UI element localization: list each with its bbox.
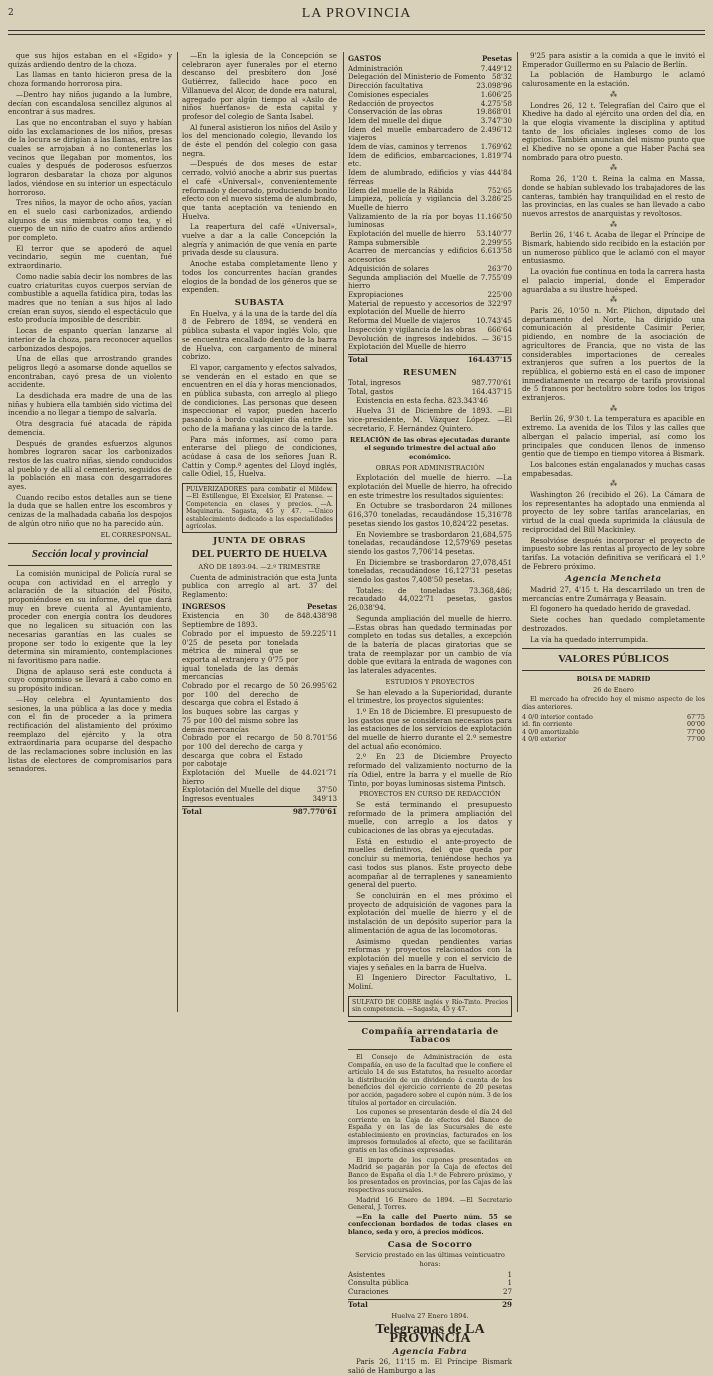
agencia-mencheta-title: Agencia Mencheta [565, 574, 662, 585]
telegram-paragraph: París 26, 10'50 n. Mr. Plichon, diputado del departamento del Norte, ha dirigido una comunicación al presidente Casimir Perier, pidiendo, en nombre de la asociación de agricultores de Francia, que no vista de las considerables importaciones de cereales extranjeros que sufren a los puertos de la república, el gobierno está en el caso de imponer inmediatamente un recargo de tarifa provisional de 5 francos por hectolitro sobre todos los trigos extranjeros. [522, 305, 705, 403]
bolsa-title: BOLSA DE MADRID [576, 675, 651, 683]
telegram-paragraph: Siete coches han quedado completamente destrozados. [522, 615, 705, 633]
row-value: 8.701'56 [305, 733, 337, 743]
row-label: Cobrado por el recargo de 50 por 100 del derecho de descarga que cobra el Estado á los buques sobre las cargas y 75 por 100 del mismo sobre las demás mercancías [182, 681, 299, 734]
ingresos-label: INGRESOS [182, 601, 226, 611]
bolsa-intro: El mercado ha ofrecido hoy el mismo aspecto de los días anteriores. [522, 695, 705, 711]
row-value: 7.449'12 [480, 63, 512, 73]
article-paragraph: 1.º En 18 de Diciembre. El presupuesto de los gastos que se consideran necesarios para las estaciones de los servicios de explotación del muelle de hierro durante el 2.º semestre del actual año económico. [348, 706, 512, 751]
separator-stars: ⁂ [610, 90, 617, 99]
row-value: 752'65 [487, 185, 512, 195]
row-value: 77'00 [686, 735, 705, 744]
telegram-paragraph: Los balcones están engalanados y muchas casas empabesadas. [522, 459, 705, 478]
row-label: Idem del muelle del dique [348, 115, 442, 125]
ingresos-row [182, 612, 337, 629]
page-number: 2 [8, 8, 14, 18]
ingresos-row [182, 630, 337, 682]
article-paragraph: Después de grandes esfuerzos algunos hombres lograron sacar los carbonizados restos de las cuatro niñas, siendo conducidos al pueblo y de allí al cementerio, seguidos de la población en masa con desgarradores ayes. [8, 438, 172, 492]
masthead-title: LA PROVINCIA [301, 6, 412, 21]
gastos-row [348, 335, 512, 352]
resumen-title: RESUMEN [402, 367, 458, 378]
row-label: Material de repuesto y accesorios de explotación del Muelle de hierro [348, 298, 485, 317]
row-value: 1.819'74 [480, 150, 512, 160]
row-label: Explotación del Muelle de hierro [182, 768, 299, 786]
telegram-paragraph: La ovación fue continua en toda la carrera hasta el palacio imperial, donde el Emperador aguardaba a su ilustre huésped. [522, 267, 705, 294]
telegram-paragraph: Berlín 26, 1'46 t. Acaba de llegar el Príncipe de Bismark, habiendo sido recibido en la estación por un numeroso público que le aclamó con el mayor entusiasmo. [522, 230, 705, 266]
total-label: Total [182, 806, 202, 816]
row-label: Delegación del Ministerio de Fomento [348, 72, 486, 82]
total-value: 29 [502, 1299, 512, 1309]
row-label: Total, ingresos [348, 378, 401, 388]
row-label: Cobrado por el recargo de 50 por 100 del derecho de carga y descarga que cobra el Estado por cabotaje [182, 733, 303, 769]
socorro-subtitle: Servicio prestado en las últimas veinticuatro horas: [355, 1251, 505, 1268]
row-label: Limpieza, policía y vigilancia del Muelle de hierro [348, 194, 478, 212]
gastos-row [348, 213, 512, 230]
article-paragraph: La población de Hamburgo le aclamó calurosamente en la estación. [522, 70, 705, 89]
row-value: 1 [507, 1269, 512, 1279]
row-value: 67'75 [686, 712, 705, 721]
row-value: 225'00 [487, 289, 512, 299]
article-paragraph: Las que no encontraban el suyo y habían oído las exclamaciones de los niños, presas de la locura se dirigían a las llamas, entre las cuales se arrojaban á no contenerlas los vecinos que llegaban por momentos, los cuales y después de poderosos esfuerzos lograron desbaratar la choza por algunos lados, viéndose en su interior un espectáculo horroroso. [8, 117, 172, 197]
row-value: 349'13 [312, 794, 337, 804]
bolsa-date: 26 de Enero [593, 685, 634, 694]
row-value: 00'00 [686, 720, 705, 729]
article-paragraph: Locas de espanto querían lanzarse al interior de la choza, para reconocer aquellos carbonizados despojos. [8, 326, 172, 353]
article-paragraph: Tres niños, la mayor de ocho años, yacían en el suelo casi carbonizados, ardiendo algunos de sus miembros como tea, y el cuerpo de un niño de cuatro años ardiendo por completo. [8, 198, 172, 243]
telegram-paragraph: Roma 26, 1'20 t. Reina la calma en Massa, donde se habían sublevado los trabajadores de las canteras, también hay tranquilidad en el resto de las provincias, en las cuales se han llevado a cabo nuevos arrestos de anarquistas y revoltosos. [522, 174, 705, 218]
article-paragraph: Otra desgracia fué atacada de rápida demencia. [8, 419, 172, 437]
telegram-paragraph: Madrid 27, 4'15 t. Ha descarrilado un tren de mercancías entre Zumárraga y Beasain. [522, 585, 705, 603]
article-paragraph: Se está terminando el presupuesto reformado de la primera ampliación del muelle, con arreglo a los datos y cubicaciones de las obras ya ejecutadas. [348, 799, 512, 836]
article-paragraph: Asimismo quedan pendientes varias reformas y proyectos relacionados con la explotación del muelle y con el servicio de viajes y señales en la barra de Huelva. [348, 936, 512, 972]
obras-quarter: AÑO DE 1893-94. —2.º TRIMESTRE [198, 562, 321, 571]
article-paragraph: Se concluirán en el mes próximo el proyecto de adquisición de vagones para la explotación del muelle de hierro y el de instalación de un depósito superior para la alimentación de agua de las locomotoras. [348, 890, 512, 935]
socorro-total-row [348, 1299, 512, 1310]
curso-title: PROYECTOS EN CURSO DE REDACCIÓN [359, 790, 501, 799]
row-label: Comisiones especiales [348, 89, 429, 99]
row-label: Segunda ampliación del Muelle de hierro [348, 272, 478, 291]
row-value: 53.140'77 [476, 229, 512, 239]
socorro-title: Casa de Socorro [387, 1239, 473, 1250]
estudios-title: ESTUDIOS Y PROYECTOS [385, 677, 475, 686]
agencia-fabra-title: Agencia Fabra [392, 1346, 468, 1357]
article-paragraph: El Consejo de Administración de esta Compañía, en uso de la facultad que le confiere el artículo 14 de sus Estatutos, ha resuelto acordar la distribución de un dividendo á cuenta de los beneficios del ejercicio corriente de 20 pesetas por acción, pagadero sobre el cupón núm. 3 de los títulos al portador en circulación. [348, 1052, 512, 1107]
article-paragraph: La desdichada era madre de una de las niñas y hubiera ella también sido víctima del incendio a no llegar a tiempo de salvarla. [8, 391, 172, 418]
row-value: 23.098'96 [476, 81, 512, 91]
total-label: Total [348, 1299, 368, 1309]
row-value: 11.166'50 [476, 211, 512, 221]
article-paragraph: La comisión municipal de Policía rural se ocupa con actividad en el arreglo y aclaración de la situación del Pósito, proponiéndose en su informe, del que dará muy en breve cuenta al Ayuntamiento, proceder con energía contra los deudores que no legalicen su situación con las necesarias garantías en las cuales se propone ser todo lo exigente que la ley determina sin miramiento, contemplaciones ni favoritismo para nadie. [8, 568, 172, 665]
article-paragraph: Al funeral asistieron los niños del Asilo y los del mencionado colegio, llevando los de éste el pendón del colegio con gasa negra. [182, 122, 337, 158]
row-value: 26.995'62 [301, 681, 337, 691]
article-paragraph: Segunda ampliación del muelle de hierro. —Estas obras han quedado terminadas por completo en todas sus detalles, a excepción de la batería de placas giratorias que se trata de reemplazar por un cambio de vía doble que evitará la entrada de wagones con las laterales adyacentes. [348, 613, 512, 676]
row-value: 666'64 [487, 324, 512, 334]
socorro-fecha: Huelva 27 Enero 1894. [391, 1311, 469, 1320]
row-value: 987.770'61 [471, 378, 512, 388]
row-label: Dirección facultativa [348, 81, 423, 91]
article-paragraph: Cuando recibo estos detalles aun se tiene la duda que se hallen entre los escombros y cenizas de la malhadada cabaña los despojos de algún otro niño que no ha parecido aún. [8, 492, 172, 528]
row-label: id. fin corriente [522, 720, 573, 729]
correspondent-signature: EL CORRESPONSAL. [100, 530, 172, 539]
gastos-label: GASTOS [348, 54, 382, 63]
row-label: Administración [348, 63, 403, 73]
article-paragraph: Los cupones se presentarán desde el día 24 del corriente en la Caja de efectos del Banco de España y en las de las Sucursales de este establecimiento en provincias, facturados en los impresos formulados al efecto, que se facilitarán gratis en las oficinas expresadas. [348, 1108, 512, 1155]
separator-stars: ⁂ [610, 404, 617, 413]
telegram-paragraph: La vía ha quedado interrumpida. [530, 634, 648, 644]
row-label: 4 0/0 amortizable [522, 727, 579, 736]
ingresos-row [182, 682, 337, 734]
article-paragraph: Anoche estaba completamente lleno y todos los concurrentes hacían grandes elogios de la bondad de los géneros que se expenden. [182, 259, 337, 295]
telegram-paragraph: Londres 26, 12 t. Telegrafían del Cairo que el Khedive ha dado al ejército una orden del día, en la que elogia vivamente la disciplina y aptitud tanto de los oficiales ingleses como de los egipcios. También anuncian del mismo punto que el Khedive no se opone a que Haber Pachá sea nombrado para otro puesto. [522, 100, 705, 162]
row-value: 10.743'45 [476, 316, 512, 326]
row-value: 4.275'58 [480, 98, 512, 108]
column-divider-2 [343, 52, 344, 1012]
telegram-paragraph: París 26, 11'15 m. El Príncipe Bismark salió de Hamburgo a las [348, 1357, 512, 1376]
telegram-paragraph: Washington 26 (recibido el 26). La Cámara de los representantes ha adoptado una enmienda al proyecto de ley sobre tarifas arancelarias, en virtud de la cual queda suprimida la cláusula de reciprocidad del Bill Mackinley. [522, 490, 705, 534]
gastos-row [348, 247, 512, 264]
fecha-firmas: Huelva 31 de Diciembre de 1893. —El vice-presidente, M. Vázquez López. —El secretario, F. Hernández Quintero. [348, 406, 512, 433]
row-value: 3.286'25 [480, 194, 512, 204]
row-label: Curaciones [348, 1287, 389, 1297]
telegram-paragraph: Resolvióse después incorporar el proyecto de impuesto sobre las rentas al proyecto de ley sobre tarifas. La votación definitiva se verificará el 1.º de Febrero próximo. [522, 535, 705, 571]
ingresos-total-row [182, 806, 337, 817]
gastos-row [348, 195, 512, 212]
column-divider-3 [517, 52, 518, 1012]
row-label: Idem de vías, caminos y terrenos [348, 142, 467, 152]
row-value: 848.438'98 [296, 611, 337, 621]
separator-stars: ⁂ [610, 480, 617, 489]
row-value: 77'00 [686, 727, 705, 736]
socorro-row [348, 1288, 512, 1297]
row-label: Expropiaciones [348, 289, 404, 299]
gastos-list [348, 65, 512, 352]
advertisement-box: PULVERIZADORES para combatir el Mildew. —El Estillengue, El Excelsior, El Pratense. —Competencia en clases y precios. —A. Maquinaria. Sagasta, 45 y 47. —Único establecimiento dedicado a las especialidades agrícolas. [182, 483, 337, 533]
subasta-title: SUBASTA [234, 297, 285, 308]
row-label: Acarreo de mercancías y edificios accesorios [348, 246, 478, 265]
obras-title: JUNTA DE OBRAS [213, 536, 306, 547]
row-value: 19.868'01 [476, 107, 512, 117]
row-label: Ingresos eventuales [182, 794, 255, 804]
sulfato-advertisement: SULFATO DE COBRE inglés y Río-Tinto. Precios sin competencia. —Sagasta, 45 y 47. [348, 996, 512, 1017]
row-value: 2.299'55 [480, 237, 512, 247]
row-value: 1.606'25 [480, 89, 512, 99]
relacion-title: RELACIÓN de las obras ejecutadas durante el segundo trimestre del actual año económico. [349, 435, 511, 461]
gastos-header [348, 55, 512, 64]
row-label: Consulta pública [348, 1278, 409, 1288]
row-value: 1 [507, 1278, 512, 1288]
row-value: 37'50 [316, 785, 337, 795]
row-value: 58'32 [491, 72, 512, 82]
article-paragraph: Se han elevado a la Superioridad, durante el trimestre, los proyectos siguientes: [348, 687, 512, 706]
row-value: 44.021'71 [301, 768, 337, 778]
article-paragraph: En Diciembre se trasbordaron 27,078,451 toneladas, recaudándose 16,127'31 pesetas siendo los gastos 7,408'50 pesetas. [348, 557, 512, 585]
row-label: Inspección y vigilancia de las obras [348, 324, 476, 334]
row-label: Idem de alumbrado, edificios y vías férreas [348, 168, 485, 186]
row-label: Devolución de ingresos indebidos. —Explotación del Muelle de hierro [348, 333, 489, 352]
row-value: 27 [502, 1287, 512, 1297]
row-value: 263'70 [487, 263, 512, 273]
article-paragraph: La reapertura del café «Universal», vuelve a dar a la calle Concepción la alegría y animación de que venía en parte privada desde su clausura. [182, 222, 337, 258]
column-divider-1 [177, 52, 178, 1012]
article-paragraph: Totales: de toneladas 73.368,486; recaudado 44,022'71 pesetas, gastos 26,038'94. [348, 585, 512, 613]
separator-stars: ⁂ [610, 296, 617, 305]
obras-subtitle: DEL PUERTO DE HUELVA [191, 548, 328, 561]
row-value: 164.437'15 [471, 387, 512, 397]
obras-admin-title: OBRAS POR ADMINISTRACIÓN [375, 463, 485, 472]
total-label: Total [348, 354, 368, 364]
article-paragraph: que sus hijos estaban en el «Egido» y quizás ardiendo dentro de la choza. [8, 51, 172, 69]
row-label: Idem del muelle de la Rábida [348, 185, 454, 195]
article-paragraph: Las llamas en tanto hicieron presa de la choza formando horrorosa pira. [8, 70, 172, 89]
article-paragraph: El vapor, cargamento y efectos salvados, se venderán en el estado en que se encuentren en el día y horas mencionados, en pública subasta, con arreglo al pliego de condiciones. Las personas que deseen inspeccionar el vapor, pueden hacerlo pasando á bordo cualquier día entre las ocho de la mañana y las cinco de la tarde. [182, 362, 337, 433]
bordados-notice: —En la calle del Puerto núm. 55 se confeccionan bordados de todas clases en blanco, seda y oro, á precios módicos. [348, 1212, 512, 1236]
column-2 [182, 52, 337, 1012]
article-paragraph: Explotación del muelle de hierro. —La explotación del Muelle de hierro, ha ofrecido en este trimestre los resultados siguientes: [348, 473, 512, 500]
article-paragraph: En Huelva, y á la una de la tarde del día 8 de Febrero de 1894, se venderá en pública subasta el vapor inglés Volo, que se encuentra encallado dentro de la barra de Huelva, con cargamento de mineral cobrizo. [182, 308, 337, 362]
row-value: 6.613'58 [480, 246, 512, 256]
telegramas-title: Telegramas de LA PROVINCIA [375, 1322, 485, 1346]
row-label: Explotación del Muelle del dique [182, 785, 301, 795]
article-paragraph: Para más informes, así como para enterarse del pliego de condiciones, acúdase á casa de los señores Juan R. Cattin y Comp.ª agentes del Lloyd inglés, calle Odiel, 15, Huelva. [182, 434, 337, 479]
row-label: Redacción de proyectos [348, 98, 434, 108]
row-label: Explotación del muelle de hierro [348, 229, 466, 239]
article-paragraph: El terror que se apoderó de aquel vecindario, según me cuentan, fué extraordinario. [8, 243, 172, 271]
row-label: Total, gastos [348, 387, 394, 397]
row-label: Valizamiento de la ría por boyas luminosas [348, 211, 474, 230]
masthead-rule-top [8, 30, 705, 31]
article-paragraph: El importe de los cupones presentados en Madrid se pagarán por la Caja de efectos del Banco de España el día 1.º de Febrero próximo, y los presentados en provincias, por las Cajas de las respectivas sucursales. [348, 1155, 512, 1195]
section-title: Sección local y provincial [31, 548, 149, 561]
row-value: 3.747'30 [480, 115, 512, 125]
article-paragraph: —Dentro hay niños jugando a la lumbre, decían con escandalosa sencillez algunos al encontrar á sus madres. [8, 89, 172, 117]
row-label: 4 0/0 exterior [522, 735, 567, 744]
ingresos-row [182, 795, 337, 804]
article-paragraph: Una de ellas que arrostrando grandes peligros llegó a asomarse donde aquellos se encontraban, cayó presa de un violento accidente. [8, 354, 172, 390]
row-value: 1.769'62 [480, 142, 512, 152]
total-value: 164.437'15 [467, 354, 512, 364]
row-value: 59.225'11 [301, 628, 337, 638]
article-paragraph: —En la iglesia de la Concepción se celebraron ayer funerales por el eterno descanso del presbítero don José Gutiérrez, fallecido hace poco en Villanueva del Alcor, de donde era natural, agregado por algún tiempo al «Asilo de niños huérfanos» de esta capital y profesor del colegio de Santa Isabel. [182, 51, 337, 121]
row-label: Cobrado por el impuesto de 0'25 de peseta por tonelada métrica de mineral que se exporta al extranjero y 0'75 por igual tonelada de las demás mercancías [182, 628, 299, 682]
row-label: Reforma del Muelle de viajeros [348, 316, 461, 326]
article-paragraph: Digna de aplauso será este conducta á cuyo compromiso se llevará á cabo como en su propósito indican. [8, 666, 172, 694]
row-label: Rampa submersible [348, 237, 420, 247]
masthead-rule-bottom [8, 34, 705, 35]
gastos-row [348, 274, 512, 291]
row-label: 4 0/0 interior contado [522, 712, 593, 721]
separator-stars: ⁂ [610, 220, 617, 229]
row-label: Conservación de las obras [348, 107, 443, 117]
telegram-paragraph: Berlín 26, 9'30 t. La temperatura es apacible en extremo. La avenida de los Tilos y las calles que albergan el palacio imperial, así como los principales que conducen llenos de inmenso gentío que de tiempo en tiempo vitorea á Bismark. [522, 414, 705, 459]
ingresos-header [182, 603, 337, 612]
article-paragraph: —Después de dos meses de estar cerrado, volvió anoche a abrir sus puertas el café «Universal», convenientemente reformado y decorado, produciendo bonito efecto con el nuevo sistema de alumbrado, que tanta aceptación va teniendo en Huelva. [182, 159, 337, 221]
gastos-row [348, 152, 512, 169]
column-3 [348, 52, 512, 1376]
article-paragraph: Está en estudio el ante-proyecto de muelles definitivos, del que queda por concluir su memoria, teniéndose hechos ya casi todos sus planos. Este proyecto debe acompañar al de terraplenes y saneamiento general del puerto. [348, 836, 512, 890]
row-value: 7.755'09 [480, 272, 512, 282]
row-label: Idem de edificios, embarcaciones, etc. [348, 150, 478, 169]
row-value: 2.496'12 [480, 124, 512, 134]
article-paragraph: —Hoy celebra el Ayuntamiento dos sesiones, la una pública a las doce y media con el fin de proceder a la primera rectificación del alistamiento del próximo reemplazo del ejército y la otra extraordinaria para ocuparse del despacho de las reclamaciones sobre inclusión en las listas de electores de compromisarios para senadores. [8, 694, 172, 774]
article-paragraph: Como nadie sabía decir los nombres de las cuatro criaturitas cuyos cuerpos servían de combustible a aquella fatídica pira, todas las madres que no tenían a sus hijos al lado creían eran suyos, siendo el espectáculo que esto producía imposible de describir. [8, 271, 172, 325]
row-value: 36'15 [491, 333, 512, 343]
gastos-row [348, 126, 512, 143]
row-value: 322'97 [487, 298, 512, 308]
column-4 [522, 52, 705, 1012]
telegram-paragraph: El fogonero ha quedado herido de gravedad. [530, 604, 691, 614]
row-label: Idem del muelle embarcadero de viajeros [348, 124, 478, 143]
gastos-row [348, 300, 512, 317]
total-value: 987.770'61 [292, 806, 337, 816]
existencia-text: Existencia en esta fecha. 823.343'46 [356, 395, 489, 405]
row-label: Existencia en 30 de Septiembre de 1893. [182, 611, 294, 630]
bolsa-row [522, 736, 705, 744]
article-paragraph: Madrid 16 Enero de 1894. —El Secretario General, J. Torres. [348, 1195, 512, 1212]
article-paragraph: El Ingeniero Director Facultativo, L. Moliní. [348, 973, 512, 992]
article-paragraph: 9'25 para asistir a la comida a que le invitó el Emperador Guillermo en su Palacio de Berlín. [522, 51, 705, 69]
pesetas-label: Pesetas [306, 601, 337, 611]
gastos-row [348, 169, 512, 186]
column-1 [8, 52, 172, 1012]
gastos-total-row [348, 354, 512, 365]
article-paragraph: En Octubre se trasbordaron 24 millones 616,370 toneladas, recaudándose 15,316'78 pesetas siendo los gastos 10,824'22 pesetas. [348, 501, 512, 528]
article-paragraph: En Noviembre se trasbordaron 21,684,575 toneladas, recaudándose 12,579'69 pesetas siendo los gastos 7,706'14 pesetas. [348, 529, 512, 556]
obras-intro: Cuenta de administración que esta Junta publica con arreglo al art. 37 del Reglamento: [182, 572, 337, 599]
compania-title: Compañía arrendataria de Tabacos [361, 1026, 499, 1046]
article-paragraph: 2.º En 23 de Diciembre Proyecto reformado del valizamiento nocturno de la ría Odiel, entre la barra y el muelle de Río Tinto, por boyas luminosas sistema Pintsch. [348, 752, 512, 788]
ingresos-row [182, 734, 337, 769]
separator-stars: ⁂ [610, 164, 617, 173]
row-value: 444'84 [487, 168, 512, 178]
pesetas-label: Pesetas [481, 54, 512, 63]
valores-title: VALORES PÚBLICOS [558, 653, 669, 666]
ingresos-row [182, 769, 337, 786]
row-label: Asistentes [348, 1269, 385, 1279]
row-label: Adquisición de solares [348, 263, 429, 273]
